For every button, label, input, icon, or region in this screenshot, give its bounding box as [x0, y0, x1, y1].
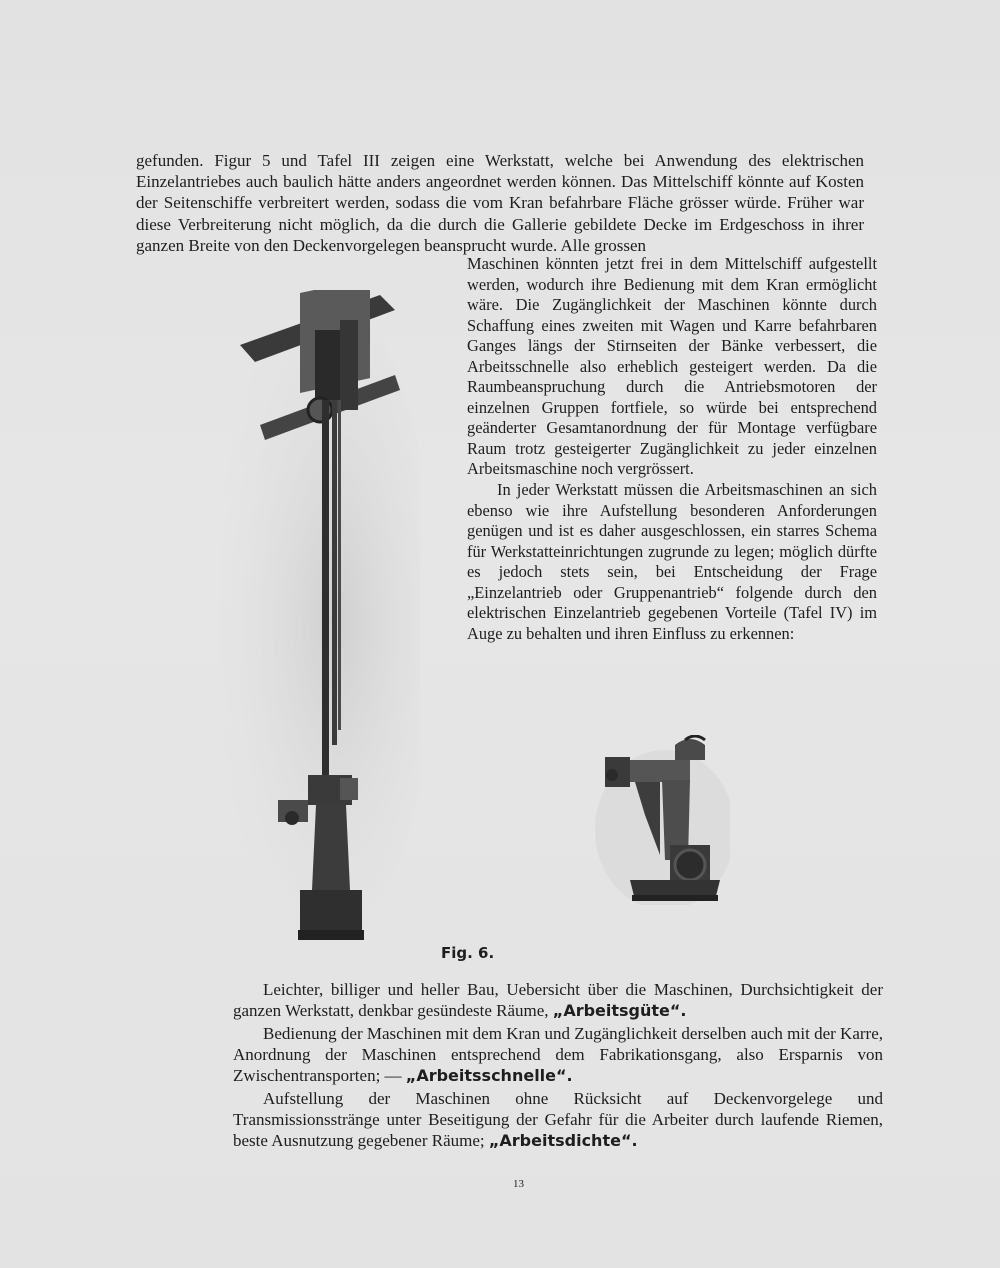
right-paragraph-1: Maschinen könnten jetzt frei in dem Mittelschiff aufgestellt werden, wodurch ihre Bedienung mit dem Kran ermöglicht wäre. Die Zugänglichkeit der Maschinen könnte durch Schaffung eines zweiten mit Wagen und Karre befahrbaren Ganges längs der Stirnseiten der Bänke verbessert, die Arbeitsschnelle also erheblich gesteigert werden. Da die Raumbeanspruchung durch die Antriebsmotoren der einzelnen Gruppen fortfiele, so würde bei entsprechend geänderter Gesamtanordnung der für Montage verfügbare Raum trotz gesteigerter Zugänglichkeit zu jeder einzelnen Arbeitsmaschine noch vergrössert.	[467, 254, 877, 478]
bottom-text-3: Aufstellung der Maschinen ohne Rücksicht auf Deckenvorgelege und Transmissionsstränge unter Beseitigung der Gefahr für die Arbeiter durch laufende Riemen, beste Ausnutzung gegebener Räume;	[233, 1089, 883, 1150]
keyword-arbeitsschnelle: „Arbeitsschnelle“.	[405, 1065, 573, 1085]
page-number: 13	[513, 1178, 524, 1190]
bottom-paragraph-2	[233, 1024, 883, 1086]
figure-caption: Fig. 6.	[441, 944, 495, 962]
top-paragraph: gefunden. Figur 5 und Tafel III zeigen eine Werkstatt, welche bei Anwendung des elektrischen Einzelantriebes auch baulich hätte anders angeordnet werden können. Das Mittelschiff könnte auf Kosten der Seitenschiffe verbreitert werden, sodass die vom Kran befahrbare Fläche grösser würde. Früher war diese Verbreiterung nicht möglich, da die durch die Gallerie gebildete Decke im Erdgeschoss in ihrer ganzen Breite von den Deckenvorgelegen beansprucht wurde. Alle grossen	[136, 151, 864, 255]
keyword-arbeitsguete: „Arbeitsgüte“.	[552, 1000, 687, 1020]
bottom-text-2: Bedienung der Maschinen mit dem Kran und Zugänglichkeit derselben auch mit der Karre, Anordnung der Maschinen entsprechend dem Fabrikationsgang, also Ersparnis von Zwischentransporten; —	[233, 1024, 883, 1085]
bottom-paragraph-3	[233, 1089, 883, 1151]
keyword-arbeitsdichte: „Arbeitsdichte“.	[488, 1130, 638, 1150]
bottom-paragraph-1	[233, 980, 883, 1022]
right-paragraph-2: In jeder Werkstatt müssen die Arbeitsmaschinen an sich ebenso wie ihre Aufstellung besonderen Anforderungen genügen und ist es daher ausgeschlossen, ein starres Schema für Werkstatteinrichtungen zugrunde zu legen; möglich dürfte es jedoch stets sein, bei Entscheidung der Frage „Einzelantrieb oder Gruppenantrieb“ folgende durch den elektrischen Einzelantrieb gegebenen Vorteile (Tafel IV) im Auge zu behalten und ihren Einfluss zu erkennen:	[467, 480, 877, 643]
drill-column-machine-illustration	[220, 290, 420, 950]
bottom-text-1: Leichter, billiger und heller Bau, Uebersicht über die Maschinen, Durchsichtigkeit der ganzen Werkstatt, denkbar gesündeste Räume,	[233, 980, 883, 1020]
grinding-machine-illustration	[590, 735, 730, 905]
